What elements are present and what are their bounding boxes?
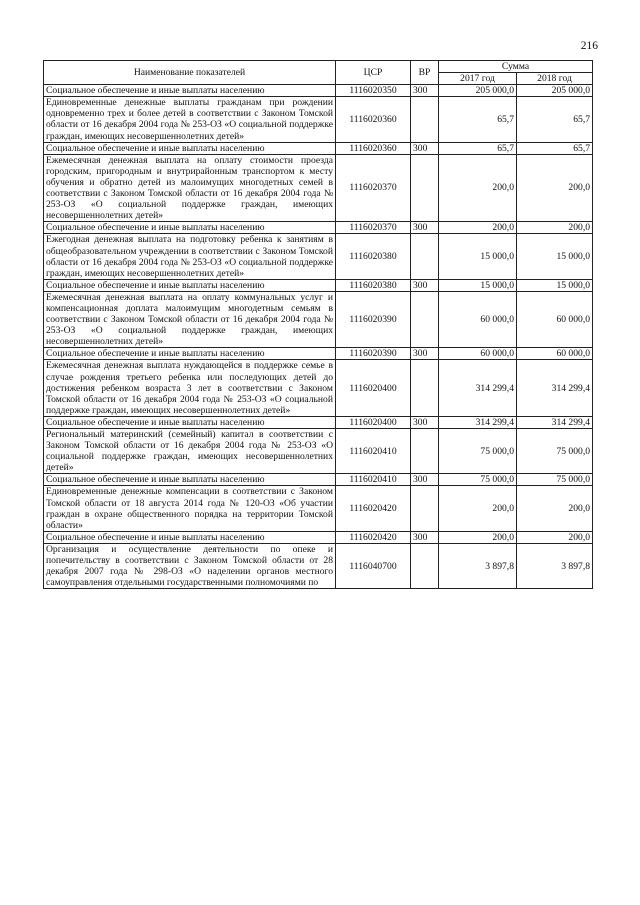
row-name-cell: Социальное обеспечение и иные выплаты населению bbox=[44, 531, 336, 543]
row-csr-cell: 1116020410 bbox=[336, 429, 411, 474]
row-sum-2017-cell: 314 299,4 bbox=[439, 360, 517, 416]
table-row bbox=[44, 486, 593, 531]
row-vr-cell: 300 bbox=[411, 416, 439, 428]
row-sum-2018-cell: 205 000,0 bbox=[517, 85, 593, 97]
row-sum-2018-cell: 15 000,0 bbox=[517, 279, 593, 291]
row-sum-2017-cell: 65,7 bbox=[439, 142, 517, 154]
row-csr-cell: 1116020370 bbox=[336, 154, 411, 222]
header-vr: ВР bbox=[411, 61, 439, 85]
table-row bbox=[44, 142, 593, 154]
row-name-cell: Социальное обеспечение и иные выплаты населению bbox=[44, 348, 336, 360]
header-sum: Сумма bbox=[439, 61, 593, 73]
row-vr-cell bbox=[411, 154, 439, 222]
row-vr-cell: 300 bbox=[411, 222, 439, 234]
row-vr-cell: 300 bbox=[411, 85, 439, 97]
row-sum-2018-cell: 60 000,0 bbox=[517, 291, 593, 347]
header-year-2018: 2018 год bbox=[517, 73, 593, 85]
row-name-cell: Ежемесячная денежная выплата на оплату коммунальных услуг и компенсационная доплата малоимущим многодетным семьям в соответствии с Законом Томской области от 16 декабря 2004 года № 253-ОЗ «О социальной поддержке граждан, имеющих несовершеннолетних детей» bbox=[44, 291, 336, 347]
row-vr-cell: 300 bbox=[411, 531, 439, 543]
row-sum-2017-cell: 75 000,0 bbox=[439, 429, 517, 474]
table-row bbox=[44, 97, 593, 142]
row-sum-2017-cell: 75 000,0 bbox=[439, 474, 517, 486]
row-sum-2018-cell: 60 000,0 bbox=[517, 348, 593, 360]
table-row bbox=[44, 348, 593, 360]
table-row bbox=[44, 360, 593, 416]
table-row bbox=[44, 154, 593, 222]
row-name-cell: Единовременные денежные выплаты гражданам при рождении одновременно трех и более детей в соответствии с Законом Томской области от 16 декабря 2004 года № 253-ОЗ «О социальной поддержке граждан, имеющих несовершеннолетних детей» bbox=[44, 97, 336, 142]
row-csr-cell: 1116020380 bbox=[336, 234, 411, 279]
row-name-cell: Ежемесячная денежная выплата на оплату стоимости проезда городским, пригородным и внутрирайонным транспортом к месту обучения и обратно детей из малоимущих многодетных семей в соответствии с Законом Томской области от 16 декабря 2004 года № 253-ОЗ «О социальной поддержке граждан, имеющих несовершеннолетних детей» bbox=[44, 154, 336, 222]
header-year-2017: 2017 год bbox=[439, 73, 517, 85]
row-vr-cell bbox=[411, 429, 439, 474]
row-csr-cell: 1116020350 bbox=[336, 85, 411, 97]
row-sum-2017-cell: 60 000,0 bbox=[439, 291, 517, 347]
row-name-cell: Социальное обеспечение и иные выплаты населению bbox=[44, 85, 336, 97]
row-csr-cell: 1116020380 bbox=[336, 279, 411, 291]
row-name-cell: Региональный материнский (семейный) капитал в соответствии с Законом Томской области от 16 декабря 2004 года № 253-ОЗ «О социальной поддержке граждан, имеющих несовершеннолетних детей» bbox=[44, 429, 336, 474]
row-name-cell: Единовременные денежные компенсации в соответствии с Законом Томской области от 18 августа 2014 года № 120-ОЗ «Об участии граждан в охране общественного порядка на территории Томской области» bbox=[44, 486, 336, 531]
table-row bbox=[44, 279, 593, 291]
table-row bbox=[44, 531, 593, 543]
table-row bbox=[44, 474, 593, 486]
row-sum-2018-cell: 65,7 bbox=[517, 142, 593, 154]
row-sum-2018-cell: 314 299,4 bbox=[517, 416, 593, 428]
row-csr-cell: 1116020360 bbox=[336, 142, 411, 154]
row-csr-cell: 1116020420 bbox=[336, 486, 411, 531]
row-csr-cell: 1116020360 bbox=[336, 97, 411, 142]
row-csr-cell: 1116020390 bbox=[336, 291, 411, 347]
row-sum-2017-cell: 200,0 bbox=[439, 531, 517, 543]
row-csr-cell: 1116040700 bbox=[336, 543, 411, 588]
row-name-cell: Социальное обеспечение и иные выплаты населению bbox=[44, 279, 336, 291]
table-body bbox=[44, 85, 593, 589]
row-sum-2017-cell: 205 000,0 bbox=[439, 85, 517, 97]
table-row bbox=[44, 291, 593, 347]
row-sum-2017-cell: 314 299,4 bbox=[439, 416, 517, 428]
row-vr-cell bbox=[411, 486, 439, 531]
row-sum-2018-cell: 3 897,8 bbox=[517, 543, 593, 588]
row-name-cell: Организация и осуществление деятельности по опеке и попечительству в соответствии с Законом Томской области от 28 декабря 2007 года № 298-ОЗ «О наделении органов местного самоуправления отдельными государственными полномочиями по bbox=[44, 543, 336, 588]
row-vr-cell bbox=[411, 291, 439, 347]
row-sum-2018-cell: 75 000,0 bbox=[517, 429, 593, 474]
table-row bbox=[44, 416, 593, 428]
row-sum-2018-cell: 200,0 bbox=[517, 154, 593, 222]
row-sum-2017-cell: 200,0 bbox=[439, 222, 517, 234]
row-sum-2017-cell: 15 000,0 bbox=[439, 279, 517, 291]
row-sum-2017-cell: 200,0 bbox=[439, 486, 517, 531]
row-sum-2018-cell: 314 299,4 bbox=[517, 360, 593, 416]
row-csr-cell: 1116020400 bbox=[336, 360, 411, 416]
row-name-cell: Ежегодная денежная выплата на подготовку ребенка к занятиям в общеобразовательном учреждении в соответствии с Законом Томской области от 16 декабря 2004 года № 253-ОЗ «О социальной поддержке граждан, имеющих несовершеннолетних детей» bbox=[44, 234, 336, 279]
header-name: Наименование показателей bbox=[44, 61, 336, 85]
row-csr-cell: 1116020410 bbox=[336, 474, 411, 486]
row-sum-2018-cell: 200,0 bbox=[517, 486, 593, 531]
row-name-cell: Социальное обеспечение и иные выплаты населению bbox=[44, 416, 336, 428]
header-row bbox=[44, 61, 593, 73]
page-number: 216 bbox=[580, 40, 598, 52]
row-vr-cell: 300 bbox=[411, 279, 439, 291]
row-sum-2018-cell: 200,0 bbox=[517, 222, 593, 234]
row-sum-2017-cell: 60 000,0 bbox=[439, 348, 517, 360]
table-row bbox=[44, 429, 593, 474]
row-csr-cell: 1116020420 bbox=[336, 531, 411, 543]
row-sum-2018-cell: 75 000,0 bbox=[517, 474, 593, 486]
row-sum-2017-cell: 65,7 bbox=[439, 97, 517, 142]
row-vr-cell bbox=[411, 234, 439, 279]
row-sum-2017-cell: 15 000,0 bbox=[439, 234, 517, 279]
table-row bbox=[44, 222, 593, 234]
row-vr-cell: 300 bbox=[411, 348, 439, 360]
row-vr-cell: 300 bbox=[411, 474, 439, 486]
table-row bbox=[44, 234, 593, 279]
row-name-cell: Социальное обеспечение и иные выплаты населению bbox=[44, 142, 336, 154]
row-vr-cell bbox=[411, 543, 439, 588]
row-vr-cell bbox=[411, 97, 439, 142]
row-name-cell: Социальное обеспечение и иные выплаты населению bbox=[44, 222, 336, 234]
header-csr: ЦСР bbox=[336, 61, 411, 85]
row-sum-2017-cell: 3 897,8 bbox=[439, 543, 517, 588]
row-name-cell: Ежемесячная денежная выплата нуждающейся в поддержке семье в случае рождения третьего ребенка или последующих детей до достижения ребенком возраста 3 лет в соответствии с Законом Томской области от 16 декабря 2004 года № 253-ОЗ «О социальной поддержке граждан, имеющих несовершеннолетних детей» bbox=[44, 360, 336, 416]
row-csr-cell: 1116020390 bbox=[336, 348, 411, 360]
table-row bbox=[44, 85, 593, 97]
row-csr-cell: 1116020400 bbox=[336, 416, 411, 428]
row-sum-2018-cell: 15 000,0 bbox=[517, 234, 593, 279]
row-vr-cell: 300 bbox=[411, 142, 439, 154]
row-sum-2017-cell: 200,0 bbox=[439, 154, 517, 222]
budget-table bbox=[43, 60, 593, 589]
row-csr-cell: 1116020370 bbox=[336, 222, 411, 234]
row-sum-2018-cell: 65,7 bbox=[517, 97, 593, 142]
table-row bbox=[44, 543, 593, 588]
row-sum-2018-cell: 200,0 bbox=[517, 531, 593, 543]
row-name-cell: Социальное обеспечение и иные выплаты населению bbox=[44, 474, 336, 486]
row-vr-cell bbox=[411, 360, 439, 416]
